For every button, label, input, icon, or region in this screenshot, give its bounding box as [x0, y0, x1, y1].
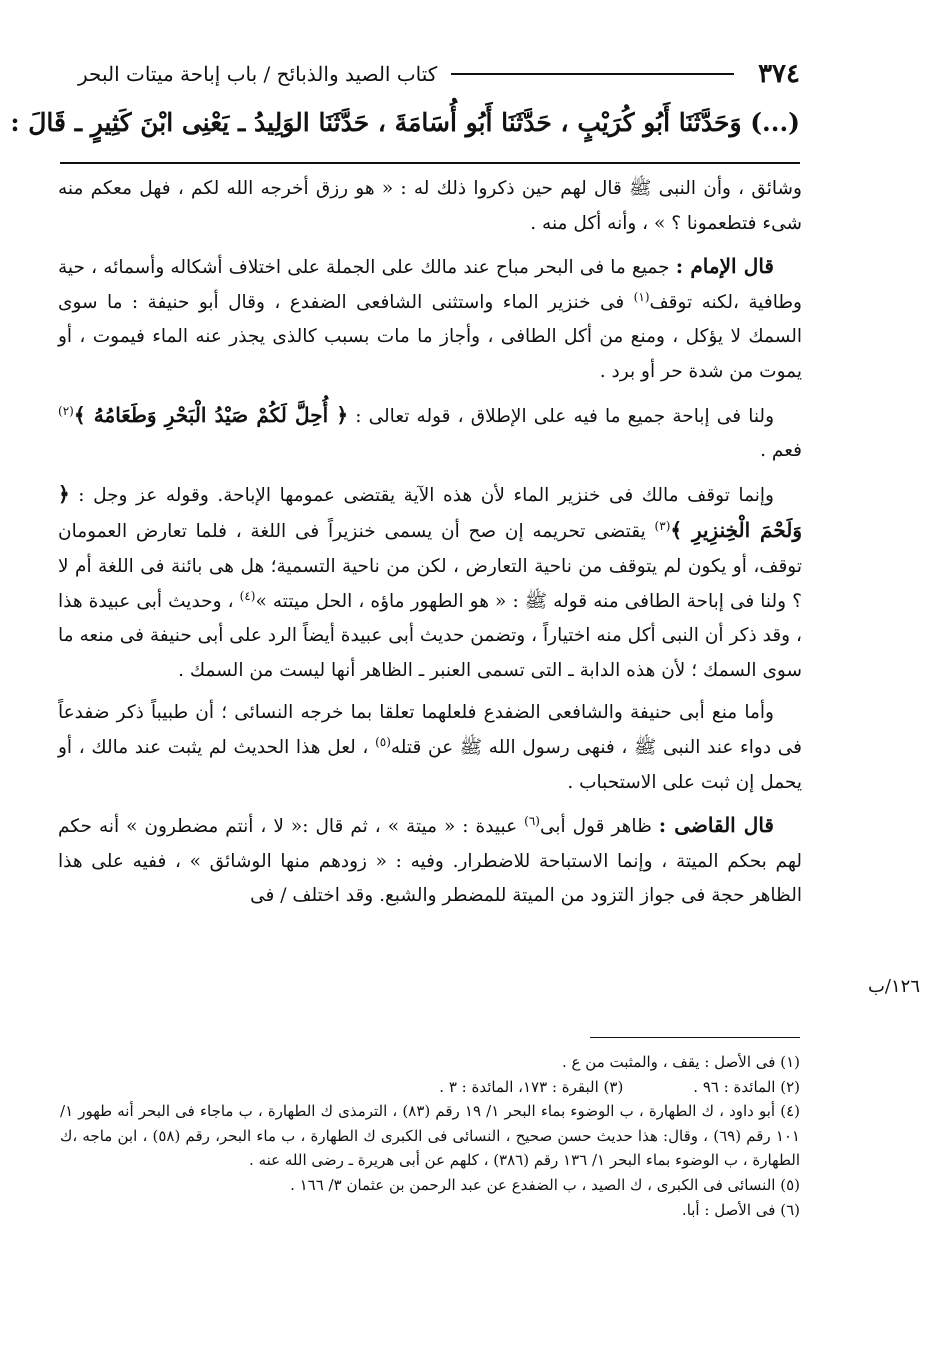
footnote-pair [60, 1075, 800, 1100]
main-divider [60, 162, 800, 164]
paragraph-text: جميع ما فى البحر مباح عند مالك على الجملة على اختلاف أشكاله وأسمائه ، حية وطافية ،لكنه توقف [58, 257, 802, 313]
paragraph-4 [58, 477, 802, 689]
footnote-divider [590, 1037, 800, 1038]
paragraph-text-continued: يقتضى تحريمه إن صح أن يسمى خنزيراً فى اللغة ، فلما تعارض العمومان توقف، أو يكون لم يتوقف من ناحية التعارض ، لكن من ناحية التسمية؛ هل هى بائنة فى اللغة أم لا ؟ ولنا فى إباحة الطافى منه قوله ﷺ : « هو الطهور ماؤه ، الحل ميتته » [58, 521, 802, 612]
paragraph-6 [58, 808, 802, 914]
paragraph-text-continued: ، وحديث أبى عبيدة هذا ، وقد ذكر أن النبى أكل منه اختياراً ، وتضمن حديث أبى عبيدة أيضاً الرد على أبى حنيفة فى منعه ما سوى السمك ؛ لأن هذه الدابة ـ التى تسمى العنبر ـ الظاهر أنها ليست من السمك . [58, 590, 802, 681]
footnote-3: (٣) البقرة : ١٧٣، المائدة : ٣ . [439, 1077, 624, 1096]
paragraph-text-continued: فعم . [760, 440, 802, 462]
quran-quote: ﴿ أُحِلَّ لَكُمْ صَيْدُ الْبَحْرِ وَطَعَامُهُ ﴾ [73, 402, 349, 427]
footnote-4: (٤) أبو داود ، ك الطهارة ، ب الوضوء بماء البحر ١/ ١٩ رقم (٨٣) ، الترمذى ك الطهارة ، ب ماجاء فى البحر أنه طهور ١/ ١٠١ رقم (٦٩) ، وقال: هذا حديث حسن صحيح ، النسائى فى الكبرى ك الطهارة ، ب ماء البحر، رقم (٥٨) ، ابن ماجه ،ك الطهارة ، ب الوضوء بماء البحر ١/ ١٣٦ رقم (٣٨٦) ، كلهم عن أبى هريرة ـ رضى الله عنه . [60, 1102, 800, 1170]
footnotes [60, 1050, 800, 1222]
paragraph-3 [58, 398, 802, 469]
quran-quote: ﴿ وَلَحْمَ الْخِنزِيرِ ﴾ [58, 481, 802, 543]
hadith-chain-line: (...) وَحَدَّثَنَا أَبُو كُرَيْبٍ ، حَدَّثَنَا أَبُو أُسَامَةَ ، حَدَّثَنَا الوَلِيدُ ـ يَعْنِى ابْنَ كَثِيرٍ ـ قَالَ : [10, 108, 800, 137]
paragraph-text: وشائق ، وأن النبى ﷺ قال لهم حين ذكروا ذلك له : « هو رزق أخرجه الله لكم ، فهل معكم منه شىء فتطعمونا ؟ » ، وأنه أكل منه . [58, 178, 802, 234]
header-rule [451, 73, 734, 75]
paragraph-text-continued: عبيدة : « ميتة » ، ثم قال :« لا ، أنتم مضطرون » أنه حكم لهم بحكم الميتة ، وإنما الاستباحة للاضطرار. وفيه : « زودهم منها الوشائق » ، ففيه على هذا الظاهر حجة فى جواز التزود من الميتة للمضطر والشبع. وقد اختلف / فى [58, 816, 802, 907]
footnote-5: (٥) النسائى فى الكبرى ، ك الصيد ، ب الضفدع عن عبد الرحمن بن عثمان ٣/ ١٦٦ . [290, 1175, 800, 1194]
page-header [78, 56, 800, 92]
paragraph-lead: قال الإمام : [675, 254, 774, 279]
footnote-ref: (٦) [524, 813, 540, 828]
footnote-1: (١) فى الأصل : يقف ، والمثبت من ع . [562, 1053, 800, 1071]
paragraph-text: وإنما توقف مالك فى خنزير الماء لأن هذه الآية يقتضى عمومها الإباحة. وقوله عز وجل : [69, 484, 774, 506]
paragraph-2 [58, 249, 802, 389]
paragraph-1 [58, 172, 802, 241]
paragraph-text: ظاهر قول أبى [539, 816, 652, 838]
body-text [58, 172, 802, 922]
paragraph-5 [58, 696, 802, 800]
footnote-ref: (٥) [375, 734, 391, 749]
manuscript-folio-marker: ١٢٦/ب [867, 976, 920, 997]
footnote-ref: (٤) [239, 588, 256, 603]
footnote-ref: (١) [633, 289, 650, 304]
footnote-ref: (٣) [654, 519, 671, 534]
paragraph-text-continued: ، لعل هذا الحديث لم يثبت عند مالك ، أو يحمل إن ثبت على الاستحباب . [58, 736, 802, 793]
footnote-2: (٢) المائدة : ٩٦ . [693, 1077, 800, 1096]
paragraph-text-continued: فى خنزير الماء واستثنى الشافعى الضفدع ، وقال أبو حنيفة : ما سوى السمك لا يؤكل ، ومنع من أكل الطافى ، وأجاز ما مات بسبب كالذى يجذر عنه الماء فيموت ، أو يموت من شدة حر أو برد . [58, 291, 802, 382]
footnote-ref: (٢) [58, 403, 74, 418]
paragraph-text: ولنا فى إباحة جميع ما فيه على الإطلاق ، قوله تعالى : [348, 405, 775, 427]
footnote-6: (٦) فى الأصل : أبا. [681, 1200, 800, 1219]
running-title: كتاب الصيد والذبائح / باب إباحة ميتات البحر [78, 62, 438, 86]
paragraph-lead: قال القاضى : [658, 813, 774, 838]
page-number: ٣٧٤ [758, 59, 800, 89]
paragraph-text: وأما منع أبى حنيفة والشافعى الضفدع فلعلهما تعلقا بما خرجه النسائى ؛ أن طبيباً ذكر ضفدعاً فى دواء عند النبى ﷺ ، فنهى رسول الله ﷺ عن قتله [58, 702, 802, 758]
